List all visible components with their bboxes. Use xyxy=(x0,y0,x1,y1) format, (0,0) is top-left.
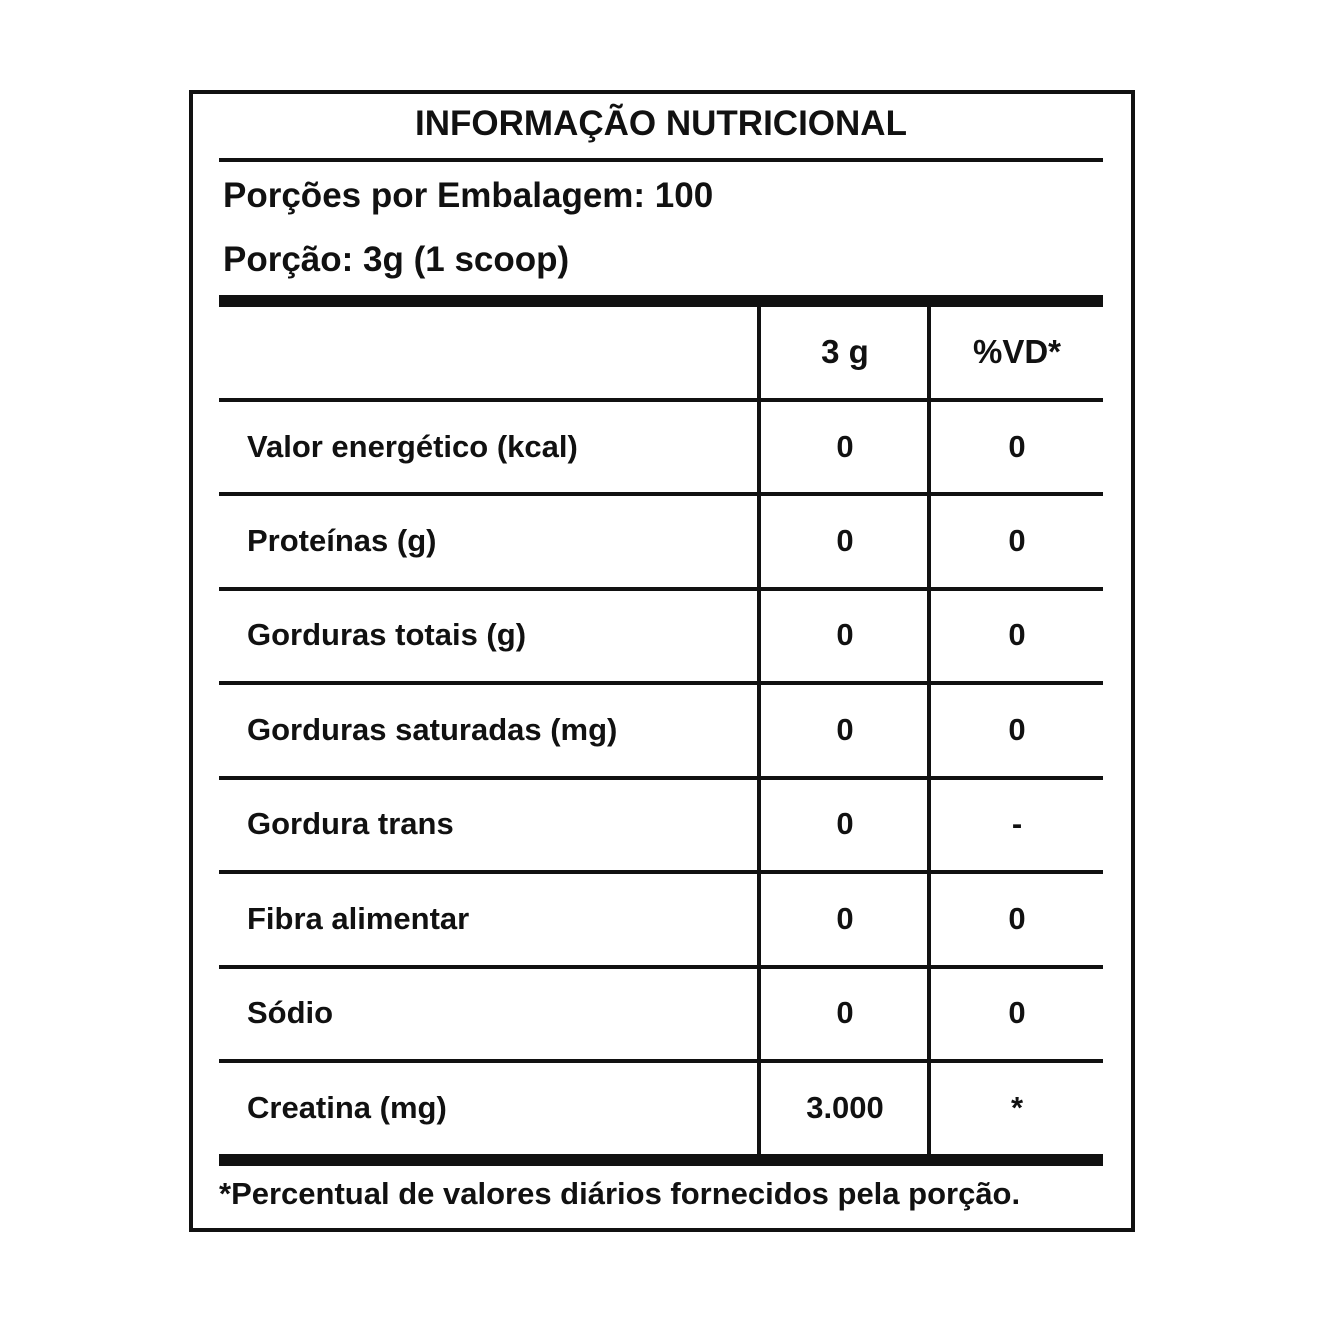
label-title: INFORMAÇÃO NUTRICIONAL xyxy=(415,104,907,143)
row-dv: 0 xyxy=(1008,523,1026,558)
row-label: Proteínas (g) xyxy=(247,523,437,558)
row-amount: 0 xyxy=(836,523,854,558)
row-amount: 0 xyxy=(836,617,854,652)
row-label: Sódio xyxy=(247,995,334,1030)
row-label: Gordura trans xyxy=(247,806,454,841)
row-amount: 0 xyxy=(836,712,854,747)
row-label: Fibra alimentar xyxy=(247,901,470,936)
header-thick-divider xyxy=(219,295,1103,307)
footnote: *Percentual de valores diários fornecidos pela porção. xyxy=(219,1176,1021,1211)
row-amount: 0 xyxy=(836,429,854,464)
row-amount: 0 xyxy=(836,995,854,1030)
servings-per-package: Porções por Embalagem: 100 xyxy=(223,176,714,215)
title-divider xyxy=(219,158,1103,162)
footer-thick-divider xyxy=(219,1154,1103,1166)
row-amount: 0 xyxy=(836,806,854,841)
row-label: Gorduras totais (g) xyxy=(247,617,527,652)
row-dv: * xyxy=(1010,1090,1024,1125)
row-dv: 0 xyxy=(1008,429,1026,464)
row-label: Gorduras saturadas (mg) xyxy=(247,712,618,747)
row-label: Creatina (mg) xyxy=(247,1090,447,1125)
column-header-amount: 3 g xyxy=(821,333,869,370)
row-amount: 3.000 xyxy=(806,1090,884,1125)
row-dv: - xyxy=(1011,806,1023,841)
row-dv: 0 xyxy=(1008,995,1026,1030)
serving-size: Porção: 3g (1 scoop) xyxy=(223,240,570,279)
column-header-dv: %VD* xyxy=(972,333,1062,370)
row-dv: 0 xyxy=(1008,712,1026,747)
row-dv: 0 xyxy=(1008,901,1026,936)
row-label: Valor energético (kcal) xyxy=(247,429,578,464)
row-amount: 0 xyxy=(836,901,854,936)
row-dv: 0 xyxy=(1008,617,1026,652)
column-divider-amount xyxy=(757,307,761,1156)
